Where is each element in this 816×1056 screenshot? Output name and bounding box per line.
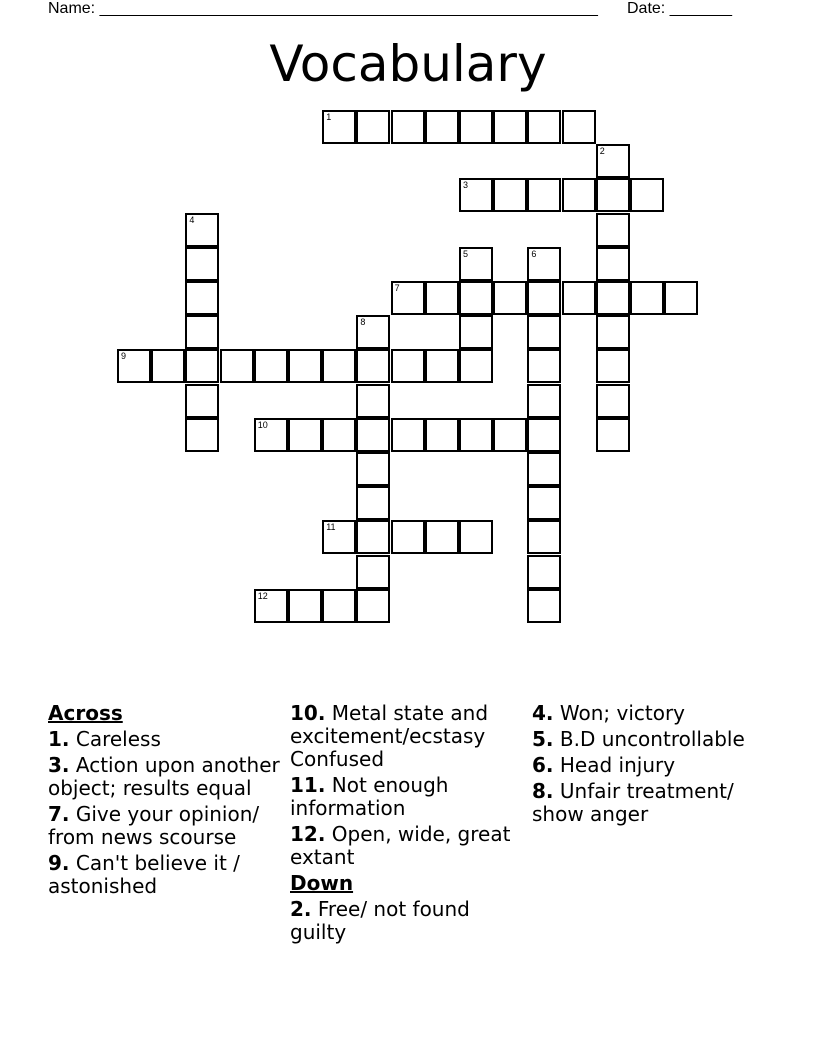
grid-cell[interactable] (527, 418, 561, 452)
grid-cell[interactable] (425, 520, 459, 554)
clue-down-8: 8. Unfair treatment/ show anger (532, 779, 734, 826)
clue-number: 2 (599, 146, 605, 157)
clue-number: 4 (189, 214, 195, 225)
grid-cell[interactable] (664, 281, 698, 315)
grid-cell[interactable] (185, 213, 219, 247)
clue-number: 3 (463, 180, 469, 191)
clue-number: 10 (257, 419, 268, 430)
grid-cell[interactable] (356, 589, 390, 623)
clues-column-1 (48, 702, 280, 901)
clue-across-9: 9. Can't believe it / astonished (48, 851, 240, 898)
page-title: Vocabulary (269, 35, 547, 93)
grid-cell[interactable] (185, 247, 219, 281)
grid-cell[interactable] (596, 315, 630, 349)
clue-number: 1 (326, 112, 332, 122)
grid-cell[interactable] (459, 520, 493, 554)
down-heading: Down (290, 871, 354, 895)
grid-cell[interactable] (596, 247, 630, 281)
grid-cell[interactable] (185, 384, 219, 418)
grid-cell[interactable] (425, 281, 459, 315)
grid-cell[interactable] (151, 349, 185, 383)
grid-cell[interactable] (527, 349, 561, 383)
grid-cell[interactable] (356, 349, 390, 383)
grid-cell[interactable] (527, 315, 561, 349)
grid-cell[interactable] (185, 349, 219, 383)
across-heading: Across (48, 701, 123, 725)
grid-cell[interactable] (356, 520, 390, 554)
clue-number: 12 (257, 590, 268, 601)
name-field-label: Name: ________________________________________________________ (48, 0, 598, 17)
grid-cell[interactable] (459, 418, 493, 452)
grid-cell[interactable] (596, 213, 630, 247)
grid-cell[interactable] (527, 520, 561, 554)
grid-cell[interactable] (356, 384, 390, 418)
grid-cell[interactable] (356, 555, 390, 589)
grid-cell[interactable] (630, 178, 664, 212)
grid-cell[interactable] (391, 349, 425, 383)
clues-column-3 (532, 702, 764, 829)
grid-cell[interactable] (322, 418, 356, 452)
grid-cell[interactable] (527, 384, 561, 418)
clue-number: 7 (394, 283, 400, 293)
grid-cell[interactable] (459, 281, 493, 315)
grid-cell[interactable] (322, 520, 356, 554)
clue-across-11: 11. Not enough information (290, 773, 449, 820)
grid-cell[interactable] (527, 486, 561, 520)
grid-cell[interactable] (185, 418, 219, 452)
grid-cell[interactable] (527, 110, 561, 144)
clue-down-4: 4. Won; victory (532, 701, 686, 725)
grid-cell[interactable] (185, 315, 219, 349)
grid-cell[interactable] (493, 418, 527, 452)
clues-column-2 (290, 702, 522, 947)
grid-cell[interactable] (596, 178, 630, 212)
grid-cell[interactable] (356, 110, 390, 144)
grid-cell[interactable] (459, 110, 493, 144)
grid-cell[interactable] (322, 349, 356, 383)
grid-cell[interactable] (391, 110, 425, 144)
clue-down-2: 2. Free/ not found guilty (290, 897, 470, 944)
clue-number: 8 (360, 317, 366, 328)
grid-cell[interactable] (596, 384, 630, 418)
grid-cell[interactable] (391, 520, 425, 554)
grid-cell[interactable] (425, 110, 459, 144)
grid-cell[interactable] (596, 144, 630, 178)
grid-cell[interactable] (596, 349, 630, 383)
grid-cell[interactable] (493, 178, 527, 212)
grid-cell[interactable] (220, 349, 254, 383)
grid-cell[interactable] (527, 247, 561, 281)
grid-cell[interactable] (254, 418, 288, 452)
grid-cell[interactable] (630, 281, 664, 315)
grid-cell[interactable] (425, 349, 459, 383)
grid-cell[interactable] (596, 281, 630, 315)
grid-cell[interactable] (459, 315, 493, 349)
grid-cell[interactable] (288, 589, 322, 623)
grid-cell[interactable] (562, 178, 596, 212)
grid-cell[interactable] (459, 247, 493, 281)
grid-cell[interactable] (527, 555, 561, 589)
grid-cell[interactable] (254, 349, 288, 383)
grid-cell[interactable] (425, 418, 459, 452)
grid-cell[interactable] (527, 281, 561, 315)
clue-number: 11 (326, 522, 336, 533)
grid-cell[interactable] (322, 589, 356, 623)
clue-number: 9 (121, 351, 127, 362)
grid-cell[interactable] (493, 281, 527, 315)
grid-cell[interactable] (562, 110, 596, 144)
grid-cell[interactable] (356, 315, 390, 349)
grid-cell[interactable] (356, 418, 390, 452)
clue-across-3: 3. Action upon another object; results equal (48, 753, 280, 800)
clue-number: 6 (531, 248, 537, 259)
grid-cell[interactable] (527, 178, 561, 212)
grid-cell[interactable] (493, 110, 527, 144)
grid-cell[interactable] (391, 418, 425, 452)
grid-cell[interactable] (391, 281, 425, 315)
grid-cell[interactable] (459, 349, 493, 383)
grid-cell[interactable] (288, 418, 322, 452)
clue-across-7: 7. Give your opinion/ from news scourse (48, 802, 260, 849)
clue-down-6: 6. Head injury (532, 753, 676, 777)
clue-down-5: 5. B.D uncontrollable (532, 727, 745, 751)
grid-cell[interactable] (596, 418, 630, 452)
grid-cell[interactable] (527, 589, 561, 623)
clue-across-12: 12. Open, wide, great extant (290, 822, 511, 869)
grid-cell[interactable] (356, 486, 390, 520)
grid-cell[interactable] (254, 589, 288, 623)
grid-cell[interactable] (322, 110, 356, 144)
grid-cell[interactable] (356, 452, 390, 486)
clue-across-1: 1. Careless (48, 727, 161, 751)
grid-cell[interactable] (562, 281, 596, 315)
grid-cell[interactable] (117, 349, 151, 383)
grid-cell[interactable] (288, 349, 322, 383)
clue-across-10: 10. Metal state and excitement/ecstasy Confused (290, 701, 489, 771)
grid-cell[interactable] (459, 178, 493, 212)
date-field-label: Date: _______ (627, 0, 732, 17)
clue-number: 5 (463, 248, 469, 259)
grid-cell[interactable] (185, 281, 219, 315)
grid-cell[interactable] (527, 452, 561, 486)
